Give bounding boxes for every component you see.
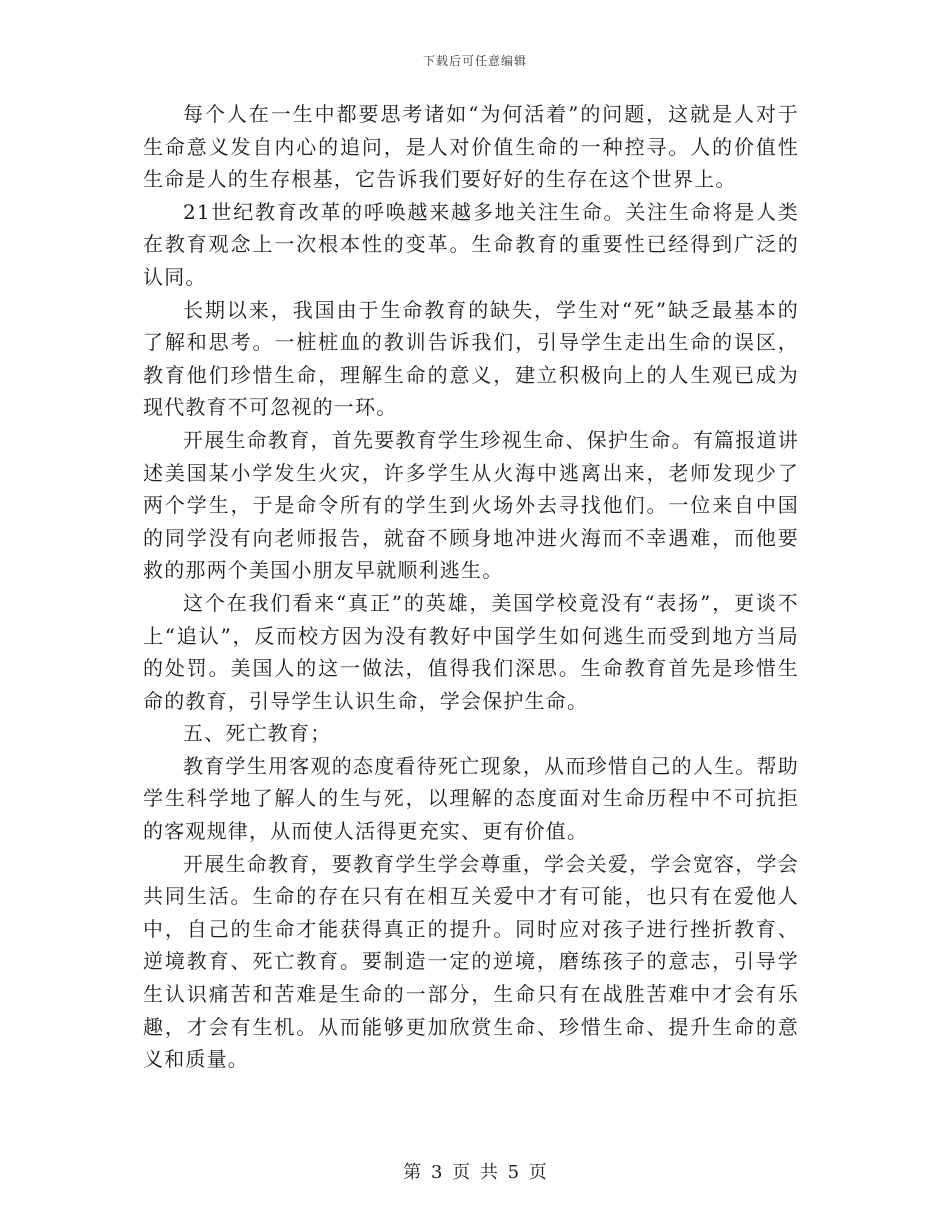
section-heading: 五、死亡教育； — [183, 721, 332, 746]
body-paragraph: 开展生命教育，首先要教育学生珍视生命、保护生命。有篇报道讲述美国某小学发生火灾，许多学生从火海中逃离出来，老师发现少了两个学生，于是命令所有的学生到火场外去寻找他们。一位来自中国的同学没有向老师报告，就奋不顾身地冲进火海而不幸遇难，而他要救的那两个美国小朋友早就顺利逃生。 — [143, 427, 799, 583]
body-paragraph: 21世纪教育改革的呼唤越来越多地关注生命。关注生命将是人类在教育观念上一次根本性的变革。生命教育的重要性已经得到广泛的认同。 — [143, 199, 799, 289]
document-body — [143, 98, 799, 1076]
body-paragraph: 开展生命教育，要教育学生学会尊重，学会关爱，学会宽容，学会共同生活。生命的存在只有在相互关爱中才有可能，也只有在爱他人中，自己的生命才能获得真正的提升。同时应对孩子进行挫折教育、逆境教育、死亡教育。要制造一定的逆境，磨练孩子的意志，引导学生认识痛苦和苦难是生命的一部分，生命只有在战胜苦难中才会有乐趣，才会有生机。从而能够更加欣赏生命、珍惜生命、提升生命的意义和质量。 — [143, 851, 799, 1072]
page-header: 下载后可任意编辑 — [422, 54, 527, 68]
body-paragraph: 教育学生用客观的态度看待死亡现象，从而珍惜自己的人生。帮助学生科学地了解人的生与死，以理解的态度面对生命历程中不可抗拒的客观规律，从而使人活得更充实、更有价值。 — [143, 753, 799, 844]
body-paragraph: 长期以来，我国由于生命教育的缺失，学生对“死”缺乏最基本的了解和思考。一桩桩血的教训告诉我们，引导学生走出生命的误区，教育他们珍惜生命，理解生命的意义，建立积极向上的人生观已成为现代教育不可忽视的一环。 — [143, 297, 799, 420]
body-paragraph: 这个在我们看来“真正”的英雄，美国学校竟没有“表扬”，更谈不上“追认”，反而校方因为没有教好中国学生如何逃生而受到地方当局的处罚。美国人的这一做法，值得我们深思。生命教育首先是珍惜生命的教育，引导学生认识生命，学会保护生命。 — [143, 590, 799, 713]
body-paragraph: 每个人在一生中都要思考诸如“为何活着”的问题，这就是人对于生命意义发自内心的追问，是人对价值生命的一种控寻。人的价值性生命是人的生存根基，它告诉我们要好好的生存在这个世界上。 — [143, 102, 799, 192]
page-number: 第 3 页 共 5 页 — [403, 1162, 547, 1183]
